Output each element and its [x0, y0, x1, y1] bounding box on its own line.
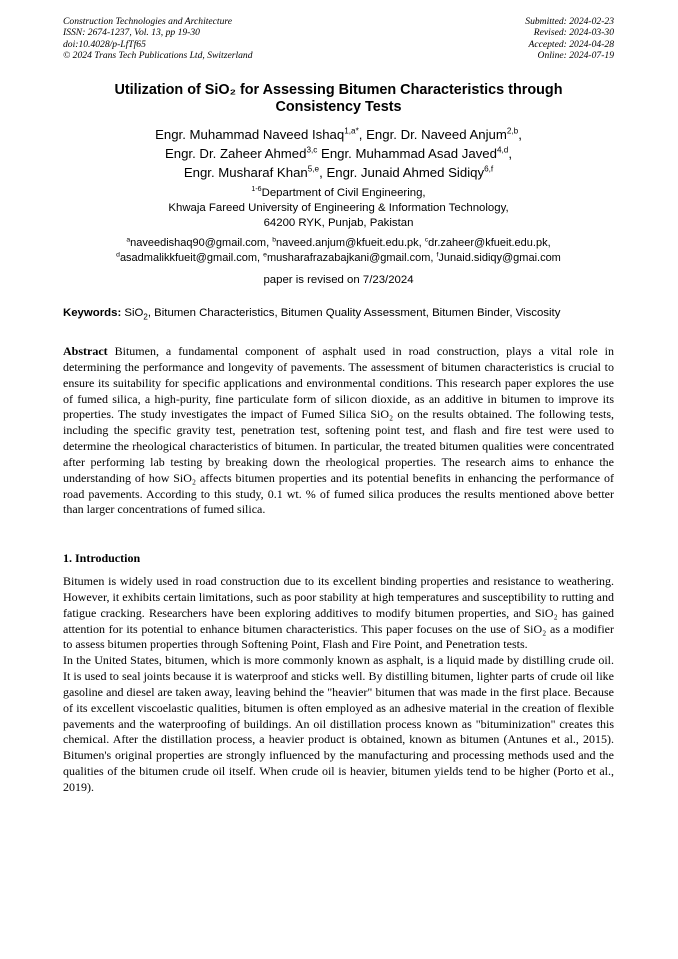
keyword-sio2-sub: 2	[143, 312, 148, 322]
abstract	[63, 344, 614, 518]
accepted-date: Accepted: 2024-04-28	[528, 38, 614, 50]
author-4: Engr. Muhammad Asad Javed	[321, 146, 497, 161]
keywords-label: Keywords:	[63, 307, 122, 319]
author-line-1: Engr. Muhammad Naveed Ishaq$^{1,a*}$, Engr. Dr. Naveed Anjum$^{2,b}$,	[155, 126, 522, 142]
author-3-affil: 3,c	[306, 145, 318, 155]
email-e[interactable]: musharafrazabajkani@gmail.com	[266, 252, 431, 264]
email-f[interactable]: Junaid.sidiqy@gmai.com	[438, 252, 561, 264]
email-list	[63, 236, 614, 266]
submitted-date: Submitted: 2024-02-23	[525, 16, 614, 27]
email-line-1: $^a$naveedishaq90@gmail.com, $^b$naveed.anjum@kfueit.edu.pk, $^c$dr.zaheer@kfueit.edu.pk,	[126, 236, 551, 249]
keywords	[63, 306, 614, 321]
paper-title	[63, 82, 614, 116]
abstract-label: Abstract	[63, 344, 108, 358]
author-line-2: Engr. Dr. Zaheer Ahmed$^{3,c}$ Engr. Muhammad Asad Javed$^{4,d}$,	[164, 145, 513, 161]
journal-header-left	[63, 16, 253, 62]
abstract-text: Bitumen, a fundamental component of asphalt used in road construction, plays a vital role in determining the performance and longevity of pavements. The assessment of bitumen characteristics is crucial to ensure its suitability for specific applications and environmental conditions. This research paper explores the use of fumed silica, a high-purity, fine particulate form of silicon dioxide, as an additive in bitumen to improve its properties. The study investigates the impact of Fumed Silica SiO₂ on the results obtained. The following tests, including the specific gravity test, penetration test, softening point test, and flash and fire test were used to determine the rheological characteristics of bitumen. In particular, the treated bitumen qualities were concentrated after performing lab testing by breaking down the rheological properties. The research aims to enhance the understanding of how SiO₂ affects bitumen properties and its potential benefits in enhancing the performance of road pavements. According to this study, 0.1 wt. % of fumed silica produces the results mentioned above better than larger concentrations of fumed silica.	[63, 344, 615, 517]
keywords-rest: , Bitumen Characteristics, Bitumen Quality Assessment, Bitumen Binder, Viscosity	[147, 307, 561, 319]
affiliation-line-2: Khwaja Fareed University of Engineering & Information Technology,	[168, 202, 509, 214]
introduction-paragraph-1: Bitumen is widely used in road construction due to its excellent binding properties and resistance to weathering. However, it exhibits certain limitations, such as poor stability at high temperatures and susceptibility to rutting and fatigue cracking. Researchers have been exploring additives to modify bitumen properties, and SiO₂ has gained attention for its potential to enhance bitumen characteristics. This paper focuses on the use of SiO₂ as a modifier to assess bitumen properties through Softening Point, Flash and Fire Point, and Penetration tests.	[63, 574, 614, 652]
journal-name: Construction Technologies and Architecture	[63, 16, 233, 27]
email-c[interactable]: dr.zaheer@kfueit.edu.pk	[428, 237, 548, 249]
email-b[interactable]: naveed.anjum@kfueit.edu.pk	[275, 237, 419, 249]
affiliation-line-1: $^{1-6}$Department of Civil Engineering,	[251, 186, 426, 199]
author-4-affil: 4,d	[496, 145, 509, 155]
affiliation-line-3: 64200 RYK, Punjab, Pakistan	[263, 217, 414, 229]
author-2: Engr. Dr. Naveed Anjum	[366, 127, 507, 142]
introduction-paragraph-2: In the United States, bitumen, which is more commonly known as asphalt, is a liquid made by distilling crude oil. It is used to seal joints because it is waterproof and sticks well. By distilling bitumen, lighter parts of crude oil like gasoline and diesel are taken away, leaving behind the "heavier" bitumen that was made in the first place. Because of its excellent viscoelastic qualities, bitumen is often employed as an adhesive material in the creation of flexible pavements and the waterproofing of buildings. An oil distillation process known as "bituminization" creates this chemical. After the distillation process, a heavier product is obtained, known as bitumen (Antunes et al., 2015). Bitumen's original properties are strongly influenced by the manufacturing and processing methods used and the qualities of the bitumen crude oil itself. When crude oil is heavier, bitumen yields tend to be higher (Porto et al., 2019).	[63, 653, 614, 794]
email-d[interactable]: asadmalikkfueit@gmail.com	[119, 252, 258, 264]
email-a[interactable]: naveedishaq90@gmail.com	[130, 237, 267, 249]
journal-issn: ISSN: 2674-1237, Vol. 13, pp 19-30	[63, 27, 200, 39]
revision-note: paper is revised on 7/23/2024	[263, 274, 414, 286]
author-6: Engr. Junaid Ahmed Sidiqy	[326, 165, 485, 180]
journal-copyright: © 2024 Trans Tech Publications Ltd, Switzerland	[63, 50, 253, 62]
author-6-affil: 6,f	[484, 164, 494, 174]
journal-doi[interactable]: doi:10.4028/p-LfTf65	[63, 38, 146, 50]
affiliation-marker: 1-6	[251, 186, 262, 194]
revised-date: Revised: 2024-03-30	[533, 27, 614, 39]
keyword-sio2: SiO	[124, 307, 144, 319]
online-date: Online: 2024-07-19	[537, 50, 614, 62]
section-heading-introduction: 1. Introduction	[63, 551, 141, 565]
email-line-2: $^d$asadmalikkfueit@gmail.com, $^e$musharafrazabajkani@gmail.com, $^f$Junaid.sidiqy@gmai.com	[116, 251, 561, 264]
author-3: Engr. Dr. Zaheer Ahmed	[164, 146, 307, 161]
author-1: Engr. Muhammad Naveed Ishaq	[155, 127, 345, 142]
author-5: Engr. Musharaf Khan	[183, 165, 308, 180]
author-line-3: Engr. Musharaf Khan$^{5,e}$, Engr. Junaid Ahmed Sidiqy$^{6,f}$	[183, 164, 494, 180]
author-5-affil: 5,e	[307, 164, 320, 174]
title-line-2: Consistency Tests	[275, 99, 402, 115]
journal-header-right	[525, 16, 614, 62]
introduction-body	[63, 574, 614, 796]
affiliation	[63, 186, 614, 231]
author-1-affil: 1,a*	[344, 126, 359, 136]
author-2-affil: 2,b	[506, 126, 519, 136]
title-line-1: Utilization of SiO₂ for Assessing Bitumen Characteristics through	[114, 82, 563, 98]
author-list	[63, 125, 614, 182]
